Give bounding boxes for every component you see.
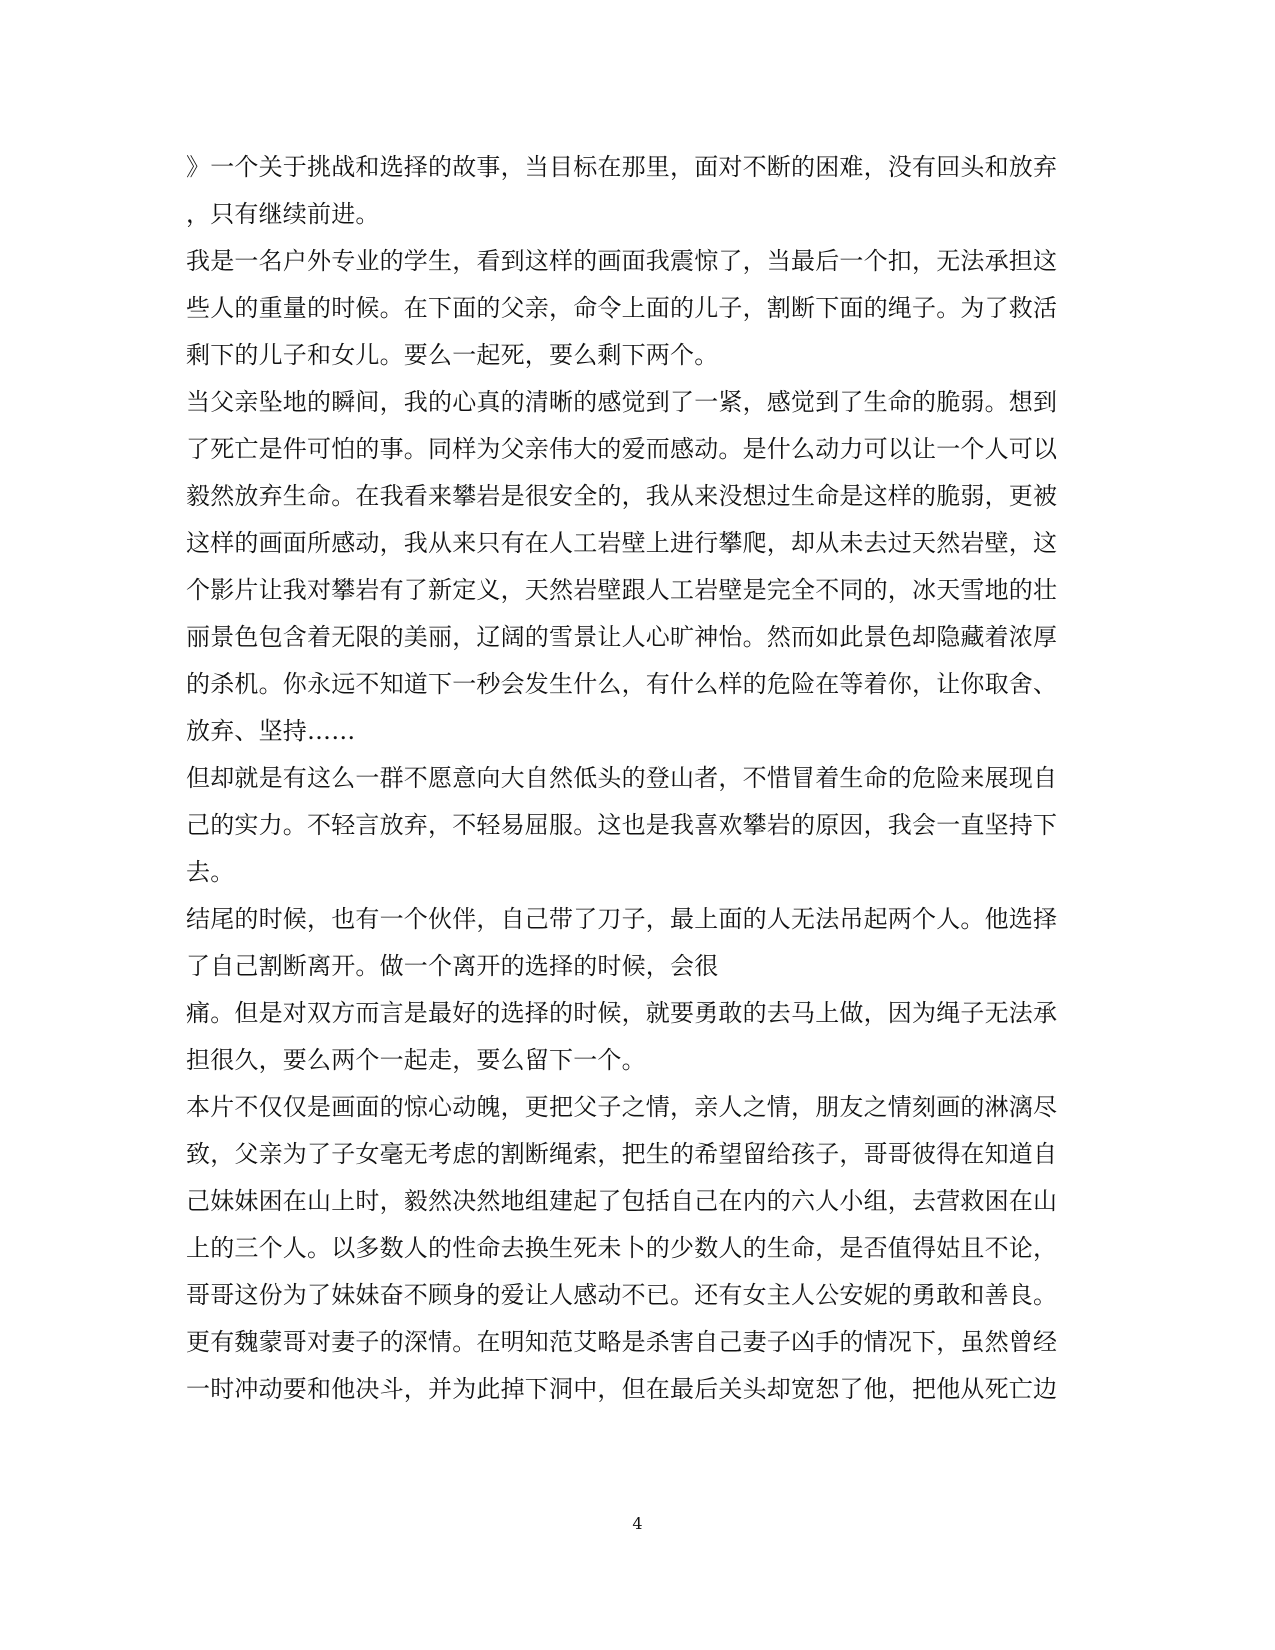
text-line: 毅然放弃生命。在我看来攀岩是很安全的，我从来没想过生命是这样的脆弱，更被 xyxy=(186,482,1058,510)
text-line: 己的实力。不轻言放弃，不轻易屈服。这也是我喜欢攀岩的原因，我会一直坚持下 xyxy=(186,811,1058,839)
page-number: 4 xyxy=(632,1514,643,1533)
text-line: 致，父亲为了子女毫无考虑的割断绳索，把生的希望留给孩子，哥哥彼得在知道自 xyxy=(186,1140,1058,1168)
text-line: 上的三个人。以多数人的性命去换生死未卜的少数人的生命，是否值得姑且不论， xyxy=(186,1234,1058,1262)
text-line: 己妹妹困在山上时，毅然决然地组建起了包括自己在内的六人小组，去营救困在山 xyxy=(186,1187,1058,1215)
text-line: 痛。但是对双方而言是最好的选择的时候，就要勇敢的去马上做，因为绳子无法承 xyxy=(186,999,1058,1027)
text-line: 担很久，要么两个一起走，要么留下一个。 xyxy=(186,1046,646,1074)
text-line: 去。 xyxy=(186,858,235,886)
text-line: 放弃、坚持…… xyxy=(186,717,356,745)
text-line: 一时冲动要和他决斗，并为此掉下洞中，但在最后关头却宽恕了他，把他从死亡边 xyxy=(186,1375,1058,1403)
text-line: 哥哥这份为了妹妹奋不顾身的爱让人感动不已。还有女主人公安妮的勇敢和善良。 xyxy=(186,1281,1058,1309)
text-line: 但却就是有这么一群不愿意向大自然低头的登山者，不惜冒着生命的危险来展现自 xyxy=(186,764,1058,792)
text-line: 结尾的时候，也有一个伙伴，自己带了刀子，最上面的人无法吊起两个人。他选择 xyxy=(186,905,1058,933)
text-line: 更有魏蒙哥对妻子的深情。在明知范艾略是杀害自己妻子凶手的情况下，虽然曾经 xyxy=(186,1328,1058,1356)
text-line: 丽景色包含着无限的美丽，辽阔的雪景让人心旷神怡。然而如此景色却隐藏着浓厚 xyxy=(186,623,1058,651)
text-line: 我是一名户外专业的学生，看到这样的画面我震惊了，当最后一个扣，无法承担这 xyxy=(186,247,1058,275)
text-line: 的杀机。你永远不知道下一秒会发生什么，有什么样的危险在等着你，让你取舍、 xyxy=(186,670,1058,698)
text-line: 这样的画面所感动，我从来只有在人工岩壁上进行攀爬，却从未去过天然岩壁，这 xyxy=(186,529,1058,557)
text-line: ，只有继续前进。 xyxy=(186,200,380,228)
text-line: 些人的重量的时候。在下面的父亲，命令上面的儿子，割断下面的绳子。为了救活 xyxy=(186,294,1058,322)
text-line: 个影片让我对攀岩有了新定义，天然岩壁跟人工岩壁是完全不同的，冰天雪地的壮 xyxy=(186,576,1058,604)
text-line: 了自己割断离开。做一个离开的选择的时候，会很 xyxy=(186,952,719,980)
text-line: 本片不仅仅是画面的惊心动魄，更把父子之情，亲人之情，朋友之情刻画的淋漓尽 xyxy=(186,1093,1058,1121)
text-line: 当父亲坠地的瞬间，我的心真的清晰的感觉到了一紧，感觉到了生命的脆弱。想到 xyxy=(186,388,1058,416)
text-line: 剩下的儿子和女儿。要么一起死，要么剩下两个。 xyxy=(186,341,719,369)
text-line: 》一个关于挑战和选择的故事，当目标在那里，面对不断的困难，没有回头和放弃 xyxy=(186,153,1058,181)
text-line: 了死亡是件可怕的事。同样为父亲伟大的爱而感动。是什么动力可以让一个人可以 xyxy=(186,435,1058,463)
